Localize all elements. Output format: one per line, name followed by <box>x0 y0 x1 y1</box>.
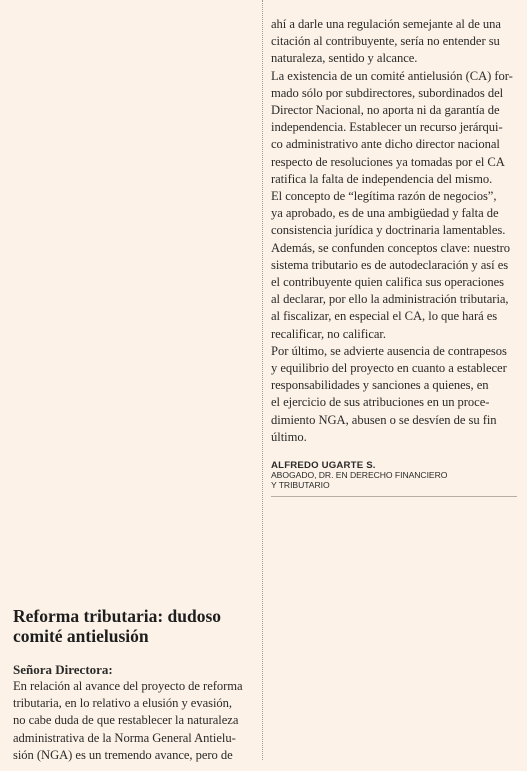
author-title: ABOGADO, DR. EN DERECHO FINANCIERO Y TRIBUTARIO <box>271 470 448 490</box>
signature-rule <box>271 496 517 497</box>
body-paragraph: ahí a darle una regulación semejante al de una citación al contribuyente, sería no entender su naturaleza, sentido y alcance. <box>271 17 501 66</box>
body-paragraph: Por último, se advierte ausencia de contrapesos y equilibrio del proyecto en cuanto a establecer responsabilidades y sanciones a quienes, en el ejercicio de sus atribuciones en un proce- dimiento NGA, abusen o se desvíen de su fin último. <box>271 343 507 444</box>
body-paragraph: El concepto de “legítima razón de negocios”, ya aprobado, es de una ambigüedad y falta de consistencia jurídica y doctrinaria lamentables. Además, se confunden conceptos clave: nuestro sistema tributario es de autodeclaración y así es el contribuyente quien califica sus operaciones al declarar, por ello la administración tributaria, al fiscalizar, en especial el CA, lo que hará es recalificar, no calificar. <box>271 189 511 341</box>
letter-signature <box>271 460 521 490</box>
letter-start-column <box>13 607 249 764</box>
salutation: Señora Directora: <box>13 662 113 677</box>
letter-continuation-column <box>271 16 521 497</box>
letter-headline: Reforma tributaria: dudoso comité antielusión <box>13 606 222 646</box>
column-divider <box>262 0 263 760</box>
body-paragraph: En relación al avance del proyecto de reforma tributaria, en lo relativo a elusión y evasión, no cabe duda de que restablecer la naturaleza administrativa de la Norma General Antielu- sión (NGA) es un tremendo avance, pero de <box>13 679 243 762</box>
body-paragraph: La existencia de un comité antielusión (CA) for- mado sólo por subdirectores, subordinados del Director Nacional, no aporta ni da garantía de independencia. Establecer un recurso jerárqui- co administrativo ante dicho director nacional respecto de resoluciones ya tomadas por el CA ratifica la falta de independencia del mismo. <box>271 68 513 186</box>
author-name: ALFREDO UGARTE S. <box>271 460 376 472</box>
